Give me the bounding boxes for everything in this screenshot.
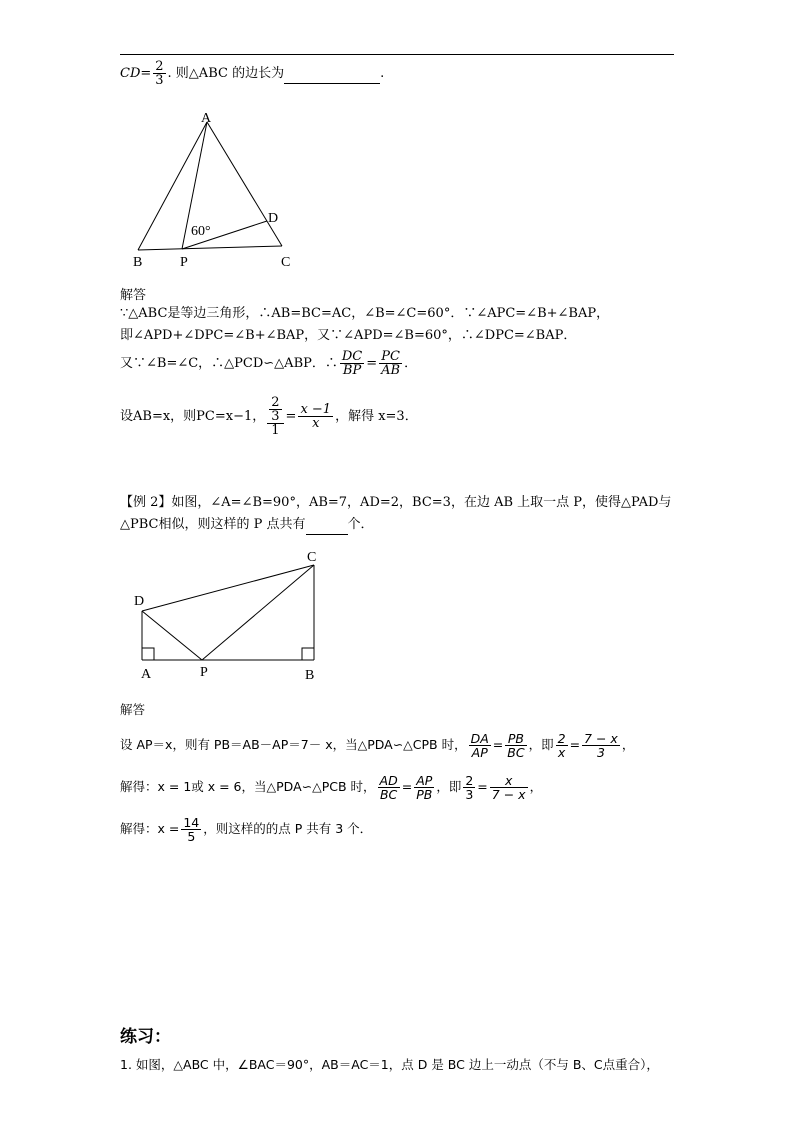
- fraction-ap-pb: $\frac{AP}{PB}$: [416, 773, 433, 802]
- exercise-line-1: 1. 如图，△ABC 中，∠BAC＝90°，AB＝AC＝1，点 D 是 BC 边上一动点（不与 B、C点重合），: [120, 1057, 659, 1072]
- solution-line-2: 即∠APD+∠DPC=∠B+∠BAP，又∵∠APD=∠B=60°，∴∠DPC=∠BAP．: [120, 328, 577, 343]
- fraction-pb-bc: $\frac{PB}{BC}$: [507, 731, 525, 760]
- label-a: A: [201, 111, 212, 126]
- label-d: D: [134, 594, 145, 609]
- solution-2-line-2: 解得：x = 1或 x = 6，当△PDA∽△PCB 时， $\frac{AD}{BC}$ = $\frac{AP}{PB}$ ，即 $\frac{2}{3}$ = $\frac{x}{7 - x}$ ，: [120, 773, 543, 802]
- label-a: A: [141, 667, 152, 682]
- solution-2-line-3: 解得：x = $\frac{14}{5}$ ，则这样的的点 P 共有 3 个．: [120, 815, 373, 844]
- segment-dp: [142, 611, 202, 660]
- answer-blank-2: [306, 516, 348, 535]
- figure-trapezoid: [125, 545, 335, 685]
- fraction-two-thirds: $\frac{2}{3}$: [155, 59, 164, 88]
- problem-continuation: CD= $\frac{2}{3}$ . 则△ABC 的边长为 .: [120, 59, 385, 88]
- fraction-14-over-5: $\frac{14}{5}$: [183, 815, 200, 844]
- label-b: B: [305, 668, 315, 683]
- exercise-heading: 练习：: [120, 1027, 171, 1047]
- fraction-x-over-7-minus-x: $\frac{x}{7 - x}$: [491, 773, 526, 802]
- solution-2-heading: 解答: [120, 702, 146, 717]
- segment-pc: [202, 565, 314, 660]
- label-c: C: [307, 550, 317, 565]
- fraction-2-over-x: $\frac{2}{x}$: [557, 731, 566, 760]
- header-rule: [120, 54, 674, 55]
- fraction-x-minus-1-over-x: $\frac{x -1}{x}$: [300, 402, 332, 431]
- solution-2-line-1: 设 AP＝x，则有 PB＝AB－AP＝7－ x，当△PDA∽△CPB 时， $\frac{DA}{AP}$ = $\frac{PB}{BC}$ ，即 $\frac{2}{x}$ = $\frac{7 - x}{3}$ ，: [120, 731, 635, 760]
- label-p: P: [200, 665, 208, 680]
- label-d: D: [268, 211, 279, 226]
- example-2-line-1: 【例 2】如图，∠A=∠B=90°，AB=7，AD=2，BC=3，在边 AB 上取一点 P，使得△PAD与: [120, 495, 672, 510]
- right-angle-mark-a: [142, 648, 154, 660]
- fraction-da-ap: $\frac{DA}{AP}$: [470, 731, 489, 760]
- fraction-dc-bp: $\frac{DC}{BP}$: [341, 349, 363, 378]
- edge-bc: [138, 246, 282, 250]
- fraction-pc-ab: $\frac{PC}{AB}$: [381, 349, 401, 378]
- fraction-2-over-3: $\frac{2}{3}$: [465, 773, 474, 802]
- cd-label: CD=: [120, 66, 152, 81]
- compound-fraction: $\frac{\frac{2}{3}}{1}$: [267, 396, 283, 437]
- example-2-line-2: △PBC相似，则这样的 P 点共有 个．: [120, 516, 374, 535]
- fraction-ad-bc: $\frac{AD}{BC}$: [379, 773, 398, 802]
- right-angle-mark-b: [302, 648, 314, 660]
- question-text: . 则△ABC 的边长为: [167, 66, 285, 81]
- label-b: B: [133, 255, 143, 270]
- label-c: C: [281, 255, 291, 270]
- solution-line-1: ∵△ABC是等边三角形，∴AB=BC=AC，∠B=∠C=60°．∵∠APC=∠B+∠BAP，: [120, 306, 610, 321]
- label-p: P: [180, 255, 188, 270]
- solution-heading: 解答: [120, 288, 147, 303]
- solution-line-4: 设AB=x，则PC=x−1， $\frac{\frac{2}{3}}{1}$ = $\frac{x -1}{x}$ ，解得 x=3．: [120, 395, 418, 438]
- figure-equilateral-triangle: [125, 108, 315, 273]
- answer-blank: [284, 65, 380, 84]
- fraction-7-minus-x-over-3: $\frac{7 - x}{3}$: [584, 731, 618, 760]
- edge-dc: [142, 565, 314, 611]
- label-angle-60: 60°: [191, 224, 211, 239]
- edge-ac: [207, 122, 282, 246]
- solution-line-3: 又∵∠B=∠C，∴△PCD∽△ABP．∴ $\frac{DC}{BP}$ = $\frac{PC}{AB}$ ．: [120, 349, 418, 378]
